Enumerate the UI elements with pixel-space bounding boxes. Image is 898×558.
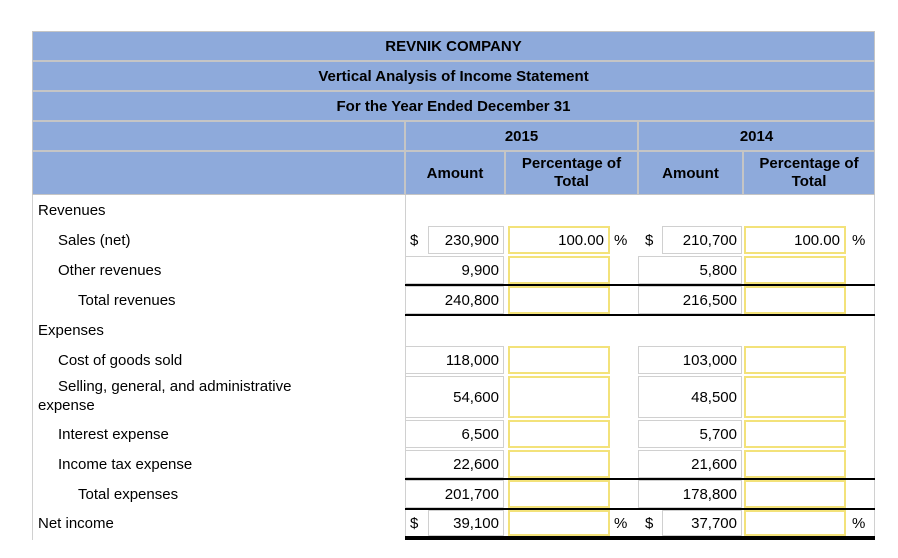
amount-2014-label: Amount <box>662 164 719 182</box>
total-expenses-2015-percentage-input[interactable] <box>508 480 610 508</box>
sales-label: Sales (net) <box>58 231 131 249</box>
grid-line <box>32 195 33 540</box>
total-revenues-2014-percentage-input[interactable] <box>744 286 846 314</box>
total-revenues-2014-amount: 216,500 <box>638 286 742 314</box>
other-revenues-2015-percentage-input[interactable] <box>508 256 610 284</box>
sales-2015-percentage-input[interactable]: 100.00 <box>508 226 610 254</box>
revenues-section-label: Revenues <box>38 201 106 219</box>
other-revenues-2014-percentage-input[interactable] <box>744 256 846 284</box>
sga-label <box>38 377 398 415</box>
sga-label-line2: expense <box>38 397 95 414</box>
period-title <box>32 91 875 121</box>
percentage-2014-label-line1: Percentage of <box>759 155 859 172</box>
percent-sign: % <box>852 231 866 249</box>
net-income-2015-percentage-input[interactable] <box>508 510 610 536</box>
sga-2015-percentage-input[interactable] <box>508 376 610 418</box>
dollar-sign: $ <box>410 514 419 532</box>
total-revenues-2015-amount: 240,800 <box>405 286 504 314</box>
double-underline <box>405 536 875 540</box>
percent-sign: % <box>614 231 628 249</box>
dollar-sign: $ <box>645 514 654 532</box>
total-expenses-2015-amount: 201,700 <box>405 480 504 508</box>
net-income-2014-amount: 37,700 <box>662 510 742 536</box>
percentage-2015-label-line2: Total <box>554 173 589 190</box>
interest-2015-percentage-input[interactable] <box>508 420 610 448</box>
interest-2014-percentage-input[interactable] <box>744 420 846 448</box>
percent-sign: % <box>614 514 628 532</box>
total-expenses-2014-amount: 178,800 <box>638 480 742 508</box>
year-2015-label: 2015 <box>504 127 539 145</box>
cogs-2015-amount: 118,000 <box>405 346 504 374</box>
header-blank-cols <box>32 151 405 195</box>
other-revenues-2014-amount: 5,800 <box>638 256 742 284</box>
net-income-2015-amount: 39,100 <box>428 510 504 536</box>
percent-sign: % <box>852 514 866 532</box>
other-revenues-label: Other revenues <box>58 261 162 279</box>
sga-2015-amount: 54,600 <box>405 376 504 418</box>
interest-2015-amount: 6,500 <box>405 420 504 448</box>
expenses-section-label: Expenses <box>38 321 104 339</box>
sga-2014-percentage-input[interactable] <box>744 376 846 418</box>
statement-name: Vertical Analysis of Income Statement <box>318 67 589 85</box>
percentage-2014-header <box>743 151 875 195</box>
year-2015-header <box>405 121 638 151</box>
amount-2014-header <box>638 151 743 195</box>
cogs-2014-amount: 103,000 <box>638 346 742 374</box>
cogs-2015-percentage-input[interactable] <box>508 346 610 374</box>
percentage-2014-label-line2: Total <box>791 173 827 190</box>
sales-2015-amount: 230,900 <box>428 226 504 254</box>
year-2014-label: 2014 <box>739 127 774 145</box>
income-tax-2014-percentage-input[interactable] <box>744 450 846 478</box>
sga-2014-amount: 48,500 <box>638 376 742 418</box>
total-expenses-2014-percentage-input[interactable] <box>744 480 846 508</box>
company-name: REVNIK COMPANY <box>385 37 522 55</box>
net-income-label: Net income <box>38 514 114 532</box>
company-title <box>32 31 875 61</box>
interest-expense-label: Interest expense <box>58 425 169 443</box>
sales-2014-amount: 210,700 <box>662 226 742 254</box>
dollar-sign: $ <box>645 231 654 249</box>
cogs-label: Cost of goods sold <box>58 351 183 369</box>
percentage-2015-label-line1: Percentage of <box>521 155 622 172</box>
income-tax-2015-amount: 22,600 <box>405 450 504 478</box>
other-revenues-2015-amount: 9,900 <box>405 256 504 284</box>
dollar-sign: $ <box>410 231 419 249</box>
total-revenues-2015-percentage-input[interactable] <box>508 286 610 314</box>
period-text: For the Year Ended December 31 <box>336 97 571 115</box>
total-revenues-label: Total revenues <box>78 291 176 309</box>
net-income-2014-percentage-input[interactable] <box>744 510 846 536</box>
sga-label-line1: Selling, general, and administrative <box>58 378 292 395</box>
sales-2014-percentage-input[interactable]: 100.00 <box>744 226 846 254</box>
amount-2015-header <box>405 151 505 195</box>
year-2014-header <box>638 121 875 151</box>
total-rule <box>405 314 875 316</box>
cogs-2014-percentage-input[interactable] <box>744 346 846 374</box>
interest-2014-amount: 5,700 <box>638 420 742 448</box>
grid-line <box>874 195 875 540</box>
income-tax-label: Income tax expense <box>58 455 193 473</box>
statement-title <box>32 61 875 91</box>
percentage-2015-header <box>505 151 638 195</box>
total-expenses-label: Total expenses <box>78 485 179 503</box>
income-tax-2014-amount: 21,600 <box>638 450 742 478</box>
header-blank-year <box>32 121 405 151</box>
amount-2015-label: Amount <box>426 164 484 182</box>
income-tax-2015-percentage-input[interactable] <box>508 450 610 478</box>
